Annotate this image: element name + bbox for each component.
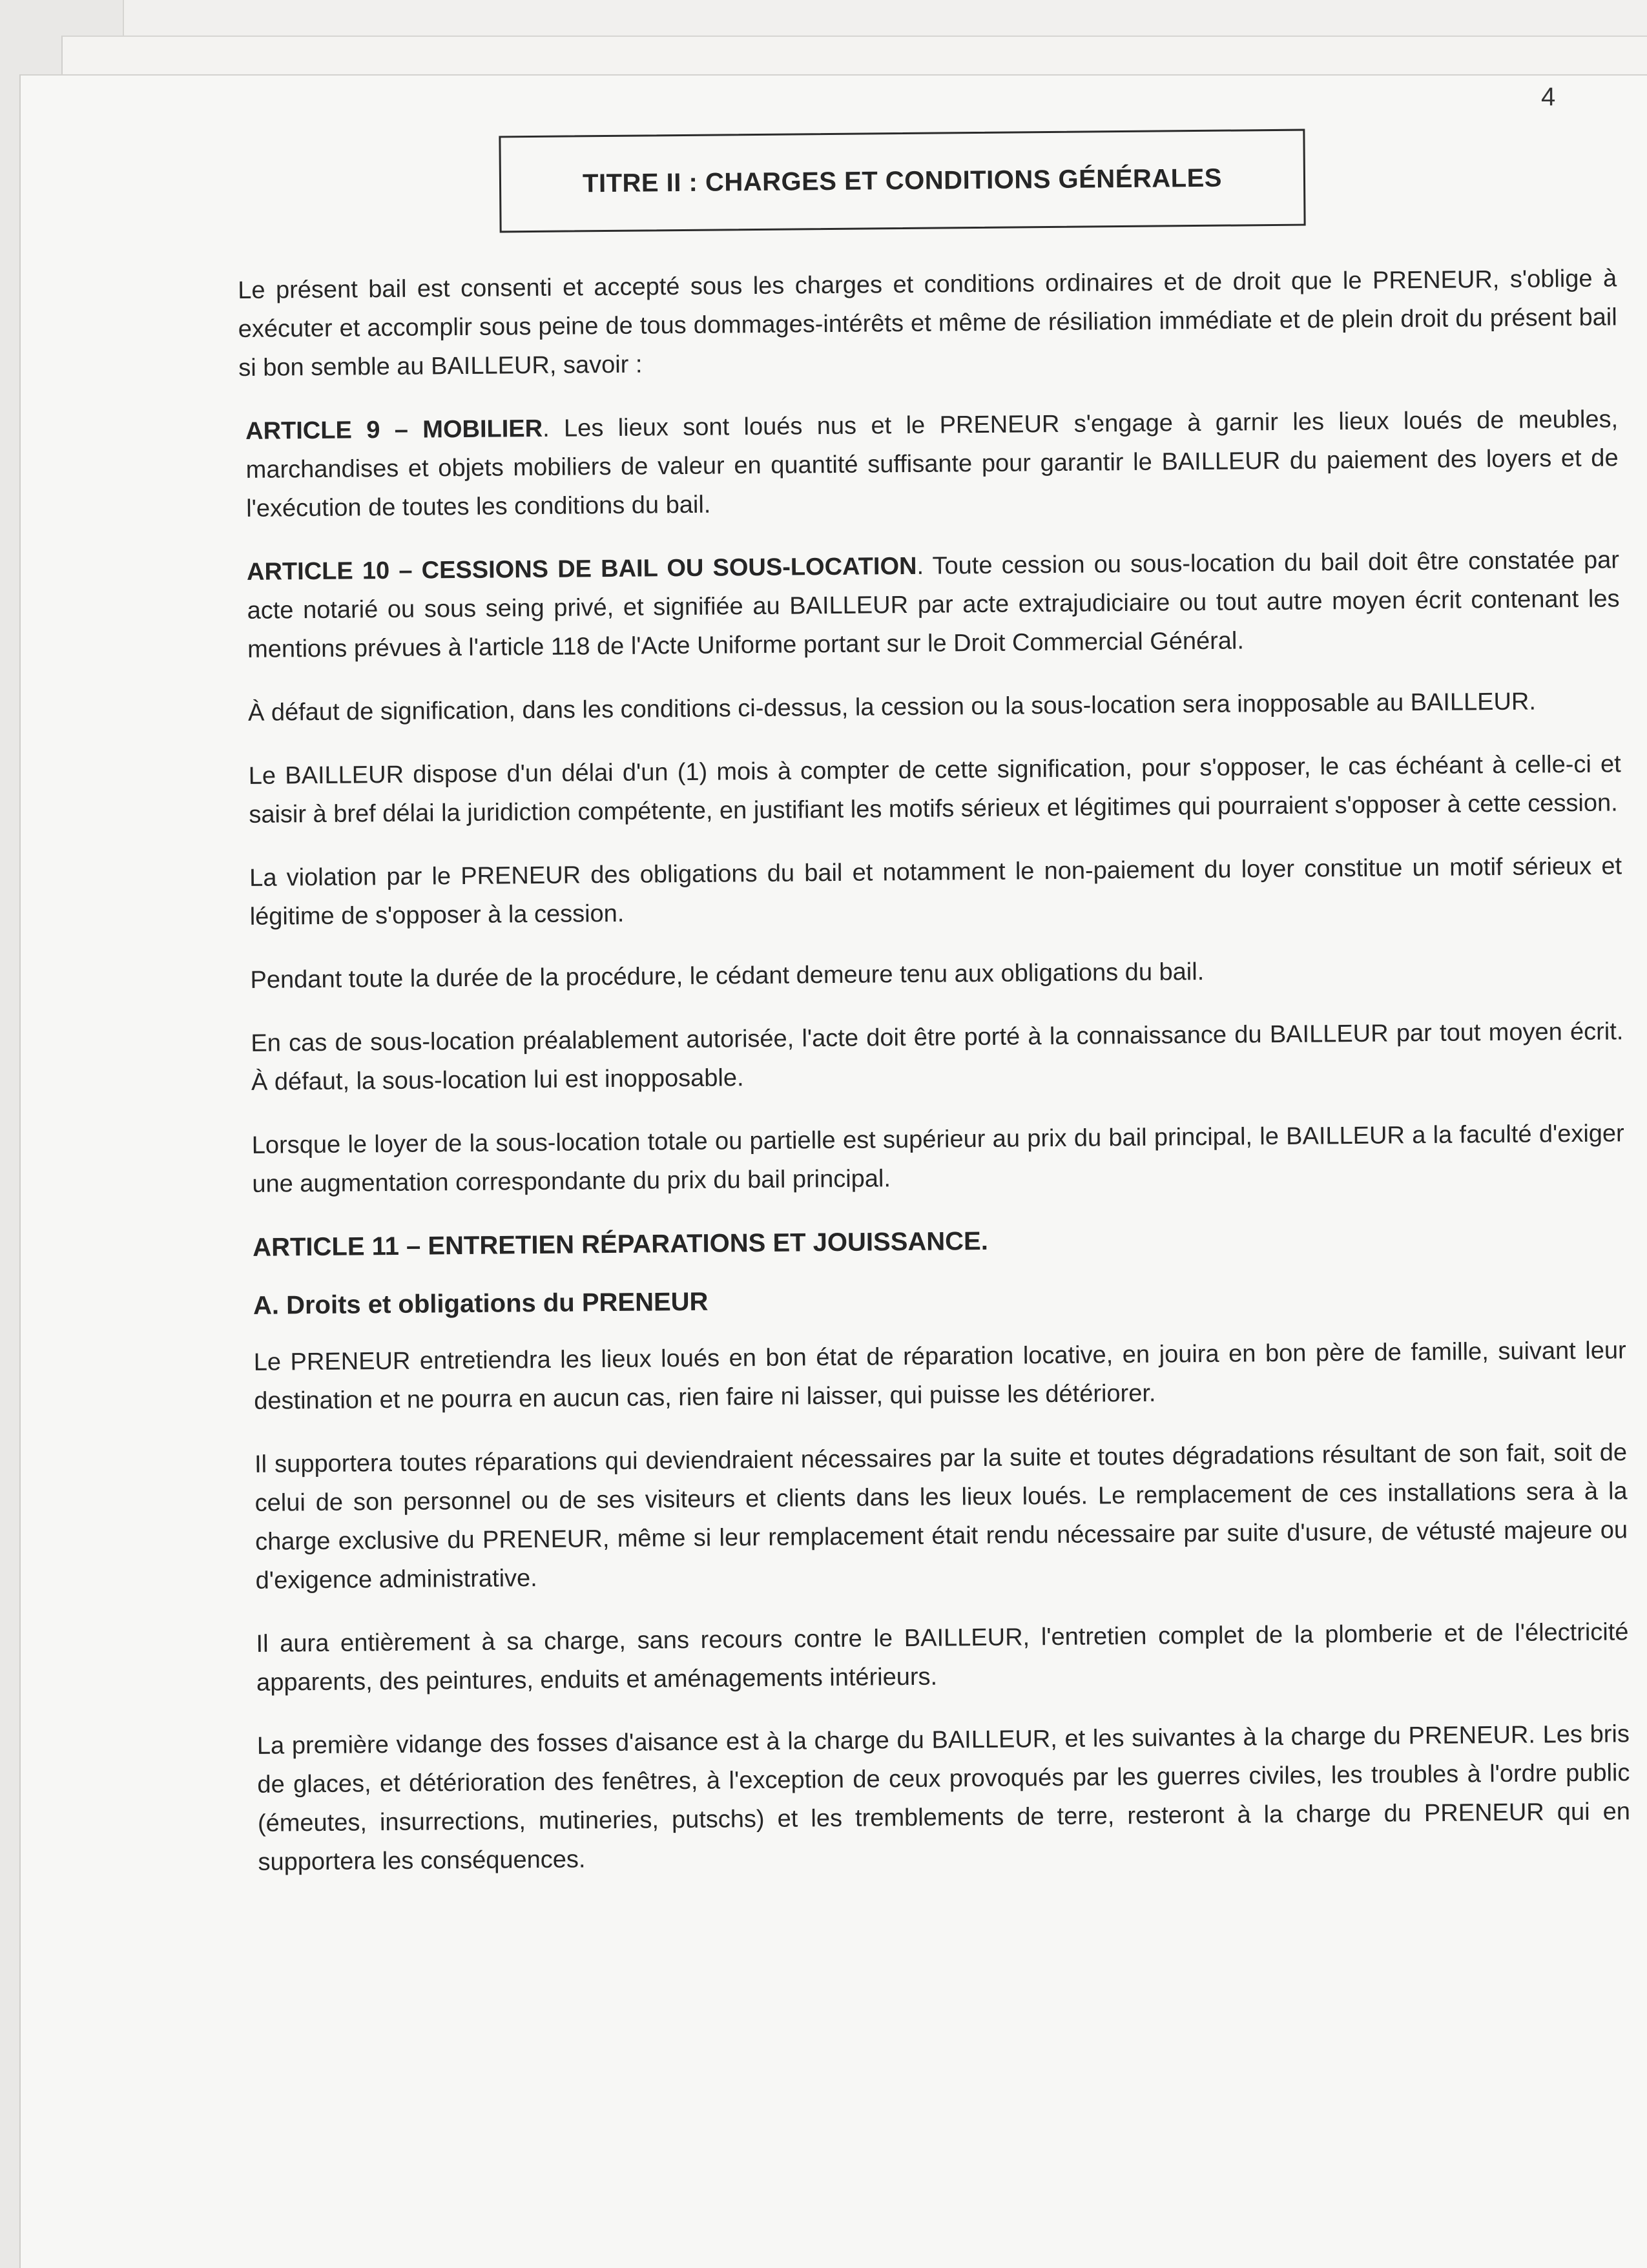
article-11-paragraph: Il aura entièrement à sa charge, sans recours contre le BAILLEUR, l'entretien complet de la plomberie et de l'électricité apparents, des peintures, enduits et aménagements intérieurs. bbox=[256, 1618, 1629, 1696]
article-10-paragraph: La violation par le PRENEUR des obligations du bail et notamment le non-paiement du loyer constitue un motif sérieux et légitime de s'opposer à la cession. bbox=[249, 852, 1622, 931]
document-body bbox=[238, 259, 1631, 1906]
article-10-text: . Toute cession ou sous-location du bail doit être constatée par acte notarié ou sous seing privé, et signifiée au BAILLEUR par acte extrajudiciaire ou tout autre moyen écrit contenant les mentions prévues à l'article 118 de l'Acte Uniforme portant sur le Droit Commercial Général. bbox=[247, 546, 1620, 663]
title-box bbox=[499, 129, 1305, 233]
article-11-paragraph: Il supportera toutes réparations qui deviendraient nécessaires par la suite et toutes dégradations résultant de son fait, soit de celui de son personnel ou de ses visiteurs et clients dans les lieux loués. Le remplacement de ces installations sera à la charge exclusive du PRENEUR, même si leur remplacement était rendu nécessaire par suite d'usure, de vétusté majeure ou d'exigence administrative. bbox=[254, 1439, 1628, 1594]
page-title: TITRE II : CHARGES ET CONDITIONS GÉNÉRALES bbox=[582, 163, 1223, 198]
article-10-paragraph: Le BAILLEUR dispose d'un délai d'un (1) mois à compter de cette signification, pour s'opposer, le cas échéant à celle-ci et saisir à bref délai la juridiction compétente, en justifiant les motifs sérieux et légitimes qui pourraient s'opposer à cette cession. bbox=[248, 750, 1621, 829]
article-11-subheading: A. Droits et obligations du PRENEUR bbox=[253, 1287, 709, 1320]
article-10-paragraph: En cas de sous-location préalablement autorisée, l'acte doit être porté à la connaissance du BAILLEUR par tout moyen écrit. À défaut, la sous-location lui est inopposable. bbox=[251, 1018, 1624, 1096]
page-number: 4 bbox=[1541, 83, 1556, 111]
article-9-heading: ARTICLE 9 – MOBILIER bbox=[245, 415, 543, 445]
article-11-paragraph: La première vidange des fosses d'aisance est à la charge du BAILLEUR, et les suivantes à la charge du PRENEUR. Les bris de glaces, et détérioration des fenêtres, à l'exception de ceux provoqués par les guerres civiles, les troubles à l'ordre public (émeutes, insurrections, mutineries, putschs) et les tremblements de terre, resteront à la charge du PRENEUR qui en supportera les conséquences. bbox=[256, 1720, 1631, 1876]
intro-paragraph: Le présent bail est consenti et accepté sous les charges et conditions ordinaires et de droit que le PRENEUR, s'oblige à exécuter et accomplir sous peine de tous dommages-intérêts et même de résiliation immédiate et de plein droit du présent bail si bon semble au BAILLEUR, savoir : bbox=[238, 265, 1617, 382]
article-9 bbox=[245, 400, 1619, 528]
article-10-paragraph: Lorsque le loyer de la sous-location totale ou partielle est supérieur au prix du bail principal, le BAILLEUR a la faculté d'exiger une augmentation correspondante du prix du bail principal. bbox=[251, 1120, 1624, 1198]
article-10 bbox=[247, 541, 1620, 669]
article-11-heading: ARTICLE 11 – ENTRETIEN RÉPARATIONS ET JOUISSANCE. bbox=[253, 1226, 989, 1262]
article-9-text: . Les lieux sont loués nus et le PRENEUR s'engage à garnir les lieux loués de meubles, marchandises et objets mobiliers de valeur en quantité suffisante pour garantir le BAILLEUR du paiement des loyers et de l'exécution de toutes les conditions du bail. bbox=[245, 406, 1619, 522]
article-10-heading: ARTICLE 10 – CESSIONS DE BAIL OU SOUS-LOCATION bbox=[246, 552, 917, 586]
article-10-paragraph: Pendant toute la durée de la procédure, le cédant demeure tenu aux obligations du bail. bbox=[250, 958, 1205, 994]
article-10-paragraph: À défaut de signification, dans les conditions ci-dessus, la cession ou la sous-location sera inopposable au BAILLEUR. bbox=[247, 688, 1537, 727]
article-11-paragraph: Le PRENEUR entretiendra les lieux loués en bon état de réparation locative, en jouira en bon père de famille, suivant leur destination et ne pourra en aucun cas, rien faire ni laisser, qui puisse les détériorer. bbox=[253, 1337, 1626, 1415]
